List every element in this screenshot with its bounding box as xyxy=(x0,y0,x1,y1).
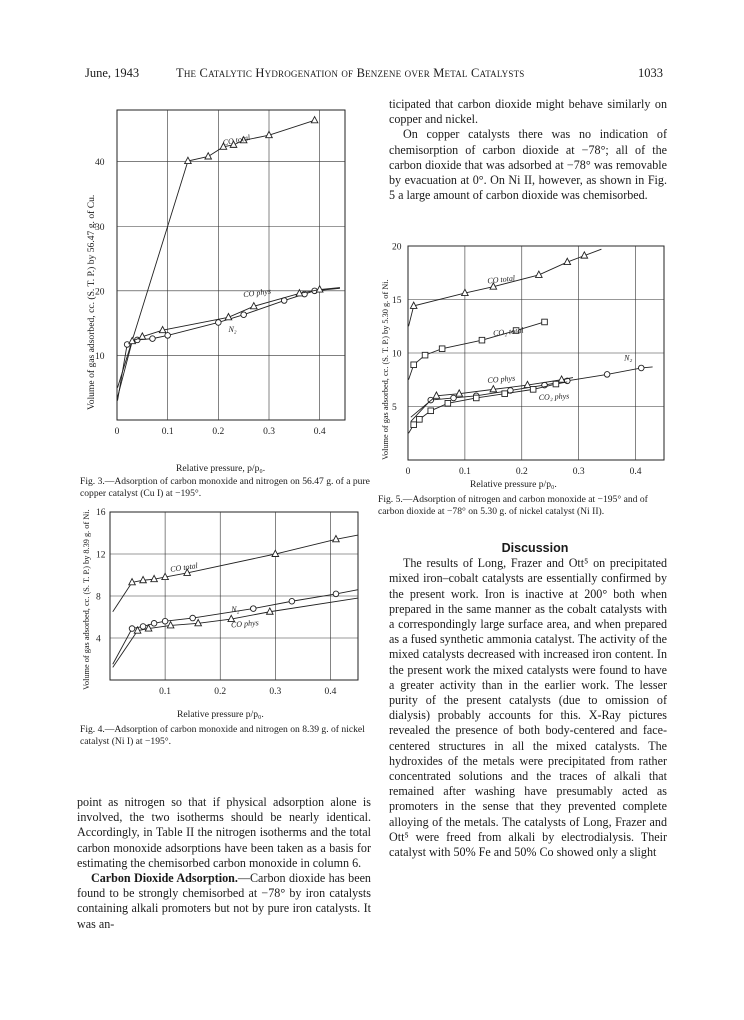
fig-4-series-n2-point xyxy=(333,591,339,597)
fig-3-series-co-total-line xyxy=(118,120,315,387)
figure-3 xyxy=(82,100,362,460)
fig-3-x-tick-label: 0.1 xyxy=(161,427,174,437)
fig-3-x-tick-label: 0.2 xyxy=(212,427,225,437)
figure-5-caption: Fig. 5.—Adsorption of nitrogen and carbon monoxide at −195° and of carbon dioxide at −78° on 5.30 g. of nickel catalyst (Ni II). xyxy=(378,494,648,517)
fig-3-y-tick-label: 40 xyxy=(95,158,105,169)
fig-4-series-n2-point xyxy=(140,624,146,630)
right-paragraph-2: On copper catalysts there was no indication of chemisorption of carbon dioxide at −78°; all of the carbon dioxide that was adsorbed at −78° was removable by evacuation at 0°. On Ni II, however, as shown in Fig. 5 a large amount of carbon dioxide was chemisorbed. xyxy=(389,127,667,203)
fig-4-series-n2-point xyxy=(129,626,135,632)
fig-3-series-label: N₂ xyxy=(228,325,237,335)
figure-5-x-tick-label: 0 xyxy=(405,467,411,477)
right-column-bottom-text xyxy=(389,541,667,860)
figure-4-caption: Fig. 4.—Adsorption of carbon monoxide and nitrogen on 8.39 g. of nickel catalyst (Ni I) at −195°. xyxy=(80,724,365,747)
figure-5-chart xyxy=(380,240,670,480)
left-paragraph-1: point as nitrogen so that if physical adsorption alone is involved, the two isotherms should be nearly identical. Accordingly, in Table II the nitrogen isotherms and the total carbon monoxide adsorptions have been taken as a basis for estimating the chemisorbed carbon monoxide in column 6. xyxy=(77,795,371,870)
fig-5-series-co-total-line xyxy=(409,249,602,326)
fig-4-y-tick-label: 8 xyxy=(96,592,101,603)
fig-5-series-co2-phys-point xyxy=(417,417,423,423)
right-paragraph-3: The results of Long, Frazer and Ott⁵ on precipitated mixed iron–cobalt catalysts are essentially confirmed by the present work. Iron is inactive at 200° both when prepared in the same manner as the cobalt catalysts with a correspondingly large surface area, and when prepared as a fused synthetic ammonia catalyst. The activity of the mixed catalysts decreased with increased iron content. In the present work the mixed catalysts were found to have a greater activity than in the earlier work. The lesser purity of the present catalysts (due to omission of dialysis) probably accounts for this. X-Ray pictures revealed the presence of both body-centered and face-centered structures in all the mixed catalysts. The hydroxides of the metals were precipitated from rather concentrated solutions and the traces of alkali that remained after washing have presumably acted as promoters in the sense that they prevented complete alloying of the metals. The catalysts of Long, Frazer and Ott⁵ were freed from alkali by electrodialysis. Their catalyst with 50% Fe and 50% Co showed only a slight xyxy=(389,556,667,860)
fig-4-x-tick-label: 0.1 xyxy=(159,687,172,697)
fig-3-x-tick-label: 0.3 xyxy=(263,427,275,437)
fig-3-series-label: CO total xyxy=(221,132,251,148)
fig-5-series-co2-phys-point xyxy=(428,408,434,414)
fig-5-y-tick-label: 10 xyxy=(392,349,402,360)
left-paragraph-2-body: —Carbon dioxide has been found to be strongly chemisorbed at −78° by iron catalysts containing alkali promoters but not by pure iron catalysts. It was an- xyxy=(77,871,371,931)
fig-5-series-n2-point xyxy=(638,365,644,371)
fig-5-series-co2-phys-point xyxy=(473,395,479,401)
figure-4-y-tick-label: 16 xyxy=(96,508,106,518)
fig-3-y-tick-label: 20 xyxy=(95,287,105,298)
fig-4-x-tick-label: 0.3 xyxy=(269,687,282,697)
figure-5-x-axis-label: Relative pressure p/p₀. xyxy=(470,479,557,490)
fig-4-series-n2-point xyxy=(162,618,168,624)
fig-3-series-n2-point xyxy=(241,312,247,318)
figure-4-chart xyxy=(82,506,362,716)
header-title: The Catalytic Hydrogenation of Benzene over Metal Catalysts xyxy=(176,66,525,80)
figure-3-y-axis-label: Volume of gas adsorbed, cc. (S. T. P.) by 56.47 g. of Cu. xyxy=(86,194,97,410)
fig-4-series-label: CO total xyxy=(169,561,199,574)
fig-5-series-label: CO total xyxy=(486,273,516,286)
fig-5-series-co2-total-point xyxy=(542,319,548,325)
fig-4-series-co-phys-point xyxy=(167,622,174,628)
fig-5-series-co2-phys-point xyxy=(502,391,508,397)
fig-5-series-co2-total-point xyxy=(422,352,428,358)
fig-4-series-label: N₂ xyxy=(231,604,240,614)
fig-3-series-co-total-point xyxy=(205,153,212,159)
fig-4-series-n2-point xyxy=(289,598,295,604)
carbon-dioxide-adsorption-heading: Carbon Dioxide Adsorption. xyxy=(91,871,238,886)
fig-5-series-co2-phys-point xyxy=(553,381,559,387)
fig-3-series-label: CO phys xyxy=(242,286,272,300)
fig-4-x-tick-label: 0.2 xyxy=(214,687,227,697)
fig-5-series-label: CO₂ phys xyxy=(538,391,570,403)
fig-3-x-tick-label: 0.4 xyxy=(313,427,326,437)
fig-4-series-label: CO phys xyxy=(230,618,260,630)
right-column-top-text xyxy=(389,97,667,203)
fig-3-plot-frame xyxy=(117,110,345,420)
fig-5-y-tick-label: 15 xyxy=(392,296,402,306)
figure-5 xyxy=(380,240,670,480)
header-date: June, 1943 xyxy=(85,66,140,80)
fig-3-series-co-total-point xyxy=(311,117,318,123)
fig-5-series-label: CO₂ total xyxy=(492,325,524,338)
left-paragraph-2 xyxy=(77,871,371,932)
figure-4 xyxy=(82,506,362,716)
fig-4-series-co-total-line xyxy=(113,535,358,612)
fig-5-series-co2-total-line xyxy=(409,322,545,380)
fig-5-x-tick-label: 0.3 xyxy=(572,467,585,477)
header-page-number: 1033 xyxy=(638,66,663,80)
fig-5-series-co2-total-point xyxy=(411,362,417,368)
fig-3-series-n2-point xyxy=(150,336,156,342)
fig-5-series-n2-point xyxy=(604,372,610,378)
fig-4-x-tick-label: 0.4 xyxy=(324,687,337,697)
fig-3-series-co-phys-line xyxy=(118,288,340,398)
fig-3-y-tick-label: 30 xyxy=(95,222,105,233)
fig-5-x-tick-label: 0.4 xyxy=(629,467,642,477)
fig-5-series-label: N₂ xyxy=(624,353,633,363)
discussion-heading: Discussion xyxy=(501,541,569,555)
fig-4-series-n2-point xyxy=(190,615,196,621)
fig-4-series-n2-point xyxy=(250,606,256,612)
fig-5-series-co2-phys-point xyxy=(411,422,417,428)
fig-3-y-tick-label: 10 xyxy=(95,351,105,362)
figure-5-y-axis-label: Volume of gas adsorbed, cc. (S. T. P.) by 5.30 g. of Ni. xyxy=(381,279,390,460)
figure-4-y-axis-label: Volume of gas adsorbed, cc. (S. T. P.) by 8.39 g. of Ni. xyxy=(82,509,91,690)
fig-5-x-tick-label: 0.1 xyxy=(458,467,471,477)
figure-3-chart xyxy=(82,100,362,440)
fig-5-series-co2-total-point xyxy=(439,346,445,352)
figure-3-x-axis-label: Relative pressure, p/p₀. xyxy=(176,463,266,474)
fig-3-series-n2-point xyxy=(165,333,171,339)
fig-5-series-co2-total-point xyxy=(479,337,485,343)
fig-4-y-tick-label: 4 xyxy=(96,634,101,645)
fig-5-x-tick-label: 0.2 xyxy=(515,467,528,477)
fig-5-y-tick-label: 20 xyxy=(392,242,402,253)
figure-3-caption: Fig. 3.—Adsorption of carbon monoxide and nitrogen on 56.47 g. of a pure copper catalyst (Cu I) at −195°. xyxy=(80,476,370,499)
fig-4-y-tick-label: 12 xyxy=(96,550,106,561)
fig-3-series-n2-line xyxy=(118,288,340,400)
fig-5-series-n2-line xyxy=(411,367,653,422)
fig-5-y-tick-label: 5 xyxy=(392,403,397,413)
figure-3-x-tick-label: 0 xyxy=(114,427,120,437)
fig-5-series-n2-point xyxy=(451,395,457,401)
left-column-text xyxy=(77,795,371,932)
figure-4-x-axis-label: Relative pressure p/p₀. xyxy=(177,709,264,720)
fig-5-series-label: CO phys xyxy=(487,373,516,385)
fig-3-series-n2-point xyxy=(216,320,222,326)
right-paragraph-1: ticipated that carbon dioxide might behave similarly on copper and nickel. xyxy=(389,97,667,127)
fig-5-series-co2-phys-point xyxy=(445,400,451,406)
fig-5-series-co2-phys-point xyxy=(530,387,536,393)
fig-4-series-n2-point xyxy=(151,621,157,627)
